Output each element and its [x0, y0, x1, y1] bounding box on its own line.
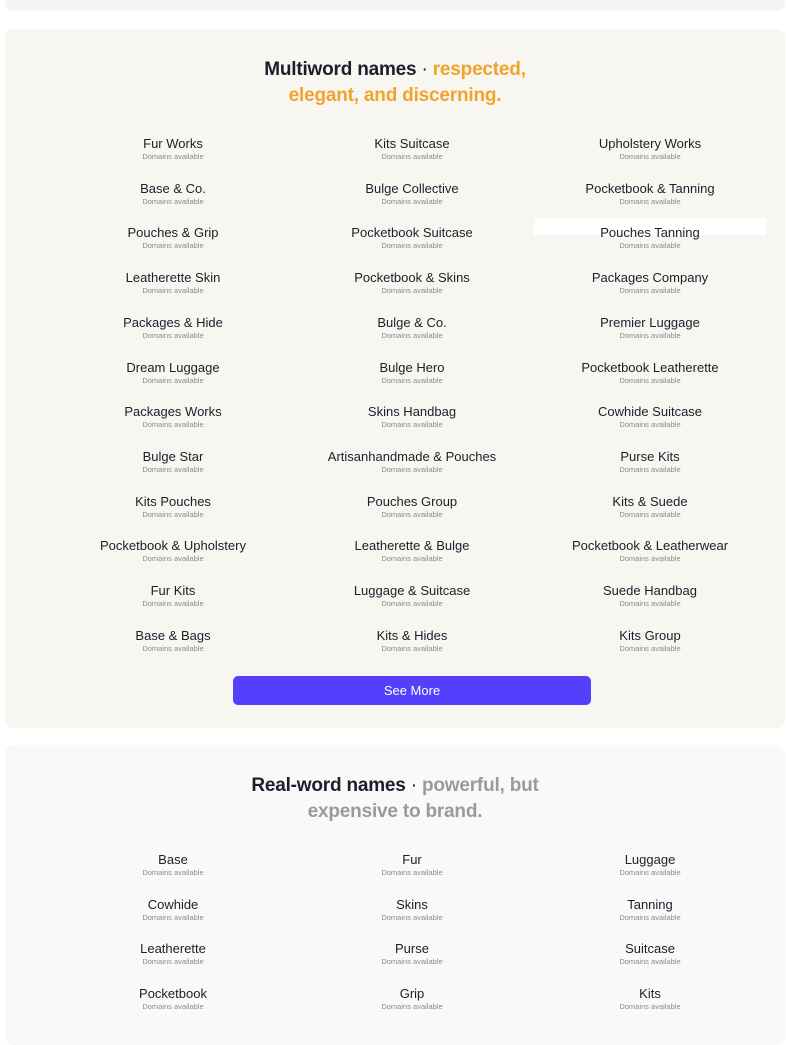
name-title: Leatherette & Bulge	[354, 538, 470, 554]
name-title: Fur	[402, 852, 422, 867]
see-more-button[interactable]: See More	[233, 676, 591, 705]
multiword-heading	[5, 57, 785, 109]
domain-status: Domains available	[619, 957, 681, 967]
name-card[interactable]	[53, 315, 293, 355]
domain-status: Domains available	[619, 643, 681, 653]
name-card[interactable]	[530, 360, 770, 400]
name-title: Cowhide Suitcase	[597, 404, 703, 420]
realword-heading-accent-2: expensive to brand.	[307, 801, 483, 822]
name-title: Leatherette Skin	[125, 270, 221, 286]
domain-status: Domains available	[619, 554, 681, 564]
name-title: Leatherette	[140, 941, 206, 957]
name-title: Premier Luggage	[600, 314, 700, 330]
name-title: Packages Works	[124, 404, 222, 420]
name-card[interactable]	[292, 404, 532, 444]
domain-status: Domains available	[142, 375, 204, 385]
domain-status: Domains available	[142, 152, 204, 161]
name-card[interactable]	[530, 852, 770, 892]
previous-section-edge	[5, 0, 785, 11]
domain-status: Domains available	[381, 152, 443, 161]
domain-status: Domains available	[619, 375, 681, 385]
name-card[interactable]	[53, 136, 293, 176]
domain-status: Domains available	[619, 330, 681, 340]
realword-heading	[5, 773, 785, 825]
name-card[interactable]	[292, 181, 532, 221]
domain-status: Domains available	[381, 196, 443, 206]
name-title: Grip	[399, 986, 425, 1002]
domain-status: Domains available	[142, 868, 204, 877]
domain-status: Domains available	[381, 420, 443, 430]
name-title: Base & Bags	[135, 627, 211, 643]
name-title: Bulge Star	[142, 448, 204, 464]
domain-status: Domains available	[381, 868, 443, 877]
multiword-heading-accent-2: elegant, and discerning.	[288, 85, 502, 106]
domain-status: Domains available	[619, 241, 681, 251]
name-title: Tanning	[627, 896, 673, 912]
domain-status: Domains available	[142, 554, 204, 564]
name-title: Fur Works	[143, 136, 203, 151]
name-card[interactable]	[530, 628, 770, 668]
name-card[interactable]	[530, 941, 770, 981]
domain-status: Domains available	[142, 912, 204, 922]
domain-status: Domains available	[619, 464, 681, 474]
name-title: Pocketbook & Leatherwear	[571, 538, 729, 554]
name-card[interactable]	[292, 986, 532, 1026]
name-card[interactable]	[530, 494, 770, 534]
domain-status: Domains available	[381, 599, 443, 608]
domain-status: Domains available	[381, 286, 443, 296]
name-title: Bulge & Co.	[377, 314, 447, 330]
domain-status: Domains available	[381, 957, 443, 967]
domain-status: Domains available	[619, 196, 681, 206]
name-card[interactable]	[53, 628, 293, 668]
domain-status: Domains available	[381, 554, 443, 564]
domain-status: Domains available	[142, 957, 204, 967]
domain-status: Domains available	[619, 599, 681, 608]
domain-status: Domains available	[381, 464, 443, 474]
name-title: Kits Suitcase	[374, 136, 450, 151]
name-title: Cowhide	[147, 896, 199, 912]
domain-status: Domains available	[381, 375, 443, 385]
name-title: Luggage & Suitcase	[353, 583, 471, 598]
name-title: Luggage	[624, 852, 676, 867]
name-card[interactable]	[530, 136, 770, 176]
name-title: Pocketbook & Skins	[354, 270, 470, 286]
name-title: Suede Handbag	[603, 583, 697, 598]
domain-status: Domains available	[619, 912, 681, 922]
multiword-heading-main: Multiword names	[264, 59, 417, 80]
name-card[interactable]	[292, 449, 532, 489]
realword-names-section	[5, 745, 785, 1045]
name-title: Suitcase	[625, 941, 675, 957]
domain-status: Domains available	[381, 643, 443, 653]
name-card[interactable]	[292, 225, 532, 265]
name-card[interactable]	[292, 494, 532, 534]
name-card[interactable]	[292, 315, 532, 355]
name-card[interactable]	[292, 941, 532, 981]
domain-status: Domains available	[381, 1002, 443, 1012]
name-card[interactable]	[53, 404, 293, 444]
domain-status: Domains available	[619, 152, 681, 161]
domain-status: Domains available	[381, 912, 443, 922]
domain-status: Domains available	[142, 286, 204, 296]
heading-separator: ·	[410, 775, 417, 796]
name-card[interactable]	[53, 897, 293, 937]
name-title: Kits	[639, 986, 661, 1002]
domain-status: Domains available	[619, 286, 681, 296]
domain-status: Domains available	[142, 643, 204, 653]
name-card[interactable]	[53, 583, 293, 623]
name-title: Skins	[396, 896, 428, 912]
name-card[interactable]	[53, 941, 293, 981]
domain-status: Domains available	[142, 464, 204, 474]
domain-status: Domains available	[142, 196, 204, 206]
name-card[interactable]	[292, 583, 532, 623]
realword-heading-main: Real-word names	[251, 775, 406, 796]
name-card[interactable]	[530, 270, 770, 310]
name-title: Pocketbook Leatherette	[581, 359, 719, 375]
name-title: Kits Pouches	[135, 493, 211, 509]
name-title: Upholstery Works	[598, 136, 702, 151]
name-title: Kits & Suede	[612, 493, 688, 509]
name-card[interactable]	[53, 360, 293, 400]
multiword-names-section	[5, 29, 785, 728]
name-title: Pocketbook Suitcase	[351, 225, 473, 241]
name-title: Kits & Hides	[376, 627, 448, 643]
name-card[interactable]	[530, 404, 770, 444]
name-card[interactable]	[530, 897, 770, 937]
name-title: Base	[158, 852, 188, 867]
name-title: Pocketbook	[139, 986, 207, 1002]
name-card[interactable]	[530, 538, 770, 578]
heading-separator: ·	[421, 59, 428, 80]
name-title: Pouches Tanning	[600, 225, 700, 241]
domain-status: Domains available	[619, 1002, 681, 1012]
name-card[interactable]	[530, 181, 770, 221]
name-title: Pocketbook & Tanning	[585, 180, 715, 196]
name-card[interactable]	[530, 225, 770, 265]
domain-status: Domains available	[381, 509, 443, 519]
name-title: Base & Co.	[140, 180, 206, 196]
name-card[interactable]	[292, 628, 532, 668]
name-title: Artisanhandmade & Pouches	[327, 448, 497, 464]
name-card[interactable]	[53, 986, 293, 1026]
name-card[interactable]	[292, 538, 532, 578]
name-title: Packages Company	[591, 270, 709, 286]
domain-status: Domains available	[619, 509, 681, 519]
domain-status: Domains available	[142, 599, 204, 608]
name-card[interactable]	[292, 270, 532, 310]
domain-status: Domains available	[142, 1002, 204, 1012]
name-title: Packages & Hide	[123, 314, 223, 330]
name-title: Dream Luggage	[126, 359, 220, 375]
name-card[interactable]	[292, 897, 532, 937]
name-title: Kits Group	[619, 627, 681, 643]
realword-heading-accent-1: powerful, but	[421, 775, 539, 796]
name-card[interactable]	[53, 181, 293, 221]
name-card[interactable]	[530, 449, 770, 489]
name-title: Purse	[395, 941, 429, 957]
multiword-heading-accent-1: respected,	[432, 59, 526, 80]
name-title: Pouches & Grip	[127, 225, 219, 241]
name-title: Pouches Group	[366, 493, 458, 509]
name-card[interactable]	[53, 449, 293, 489]
domain-status: Domains available	[381, 330, 443, 340]
domain-status: Domains available	[142, 241, 204, 251]
name-title: Skins Handbag	[367, 404, 457, 420]
domain-status: Domains available	[381, 241, 443, 251]
name-card[interactable]	[53, 852, 293, 892]
name-card[interactable]	[53, 225, 293, 265]
name-card[interactable]	[292, 136, 532, 176]
name-title: Bulge Hero	[379, 359, 445, 375]
domain-status: Domains available	[142, 330, 204, 340]
domain-status: Domains available	[619, 868, 681, 877]
domain-status: Domains available	[142, 509, 204, 519]
name-card[interactable]	[53, 494, 293, 534]
name-title: Fur Kits	[150, 583, 196, 598]
domain-status: Domains available	[142, 420, 204, 430]
name-title: Pocketbook & Upholstery	[100, 538, 246, 554]
name-card[interactable]	[292, 852, 532, 892]
name-card[interactable]	[530, 583, 770, 623]
domain-status: Domains available	[619, 420, 681, 430]
name-card[interactable]	[53, 538, 293, 578]
name-card[interactable]	[53, 270, 293, 310]
name-title: Purse Kits	[620, 448, 680, 464]
name-card[interactable]	[530, 315, 770, 355]
name-card[interactable]	[530, 986, 770, 1026]
name-card[interactable]	[292, 360, 532, 400]
name-title: Bulge Collective	[365, 180, 459, 196]
